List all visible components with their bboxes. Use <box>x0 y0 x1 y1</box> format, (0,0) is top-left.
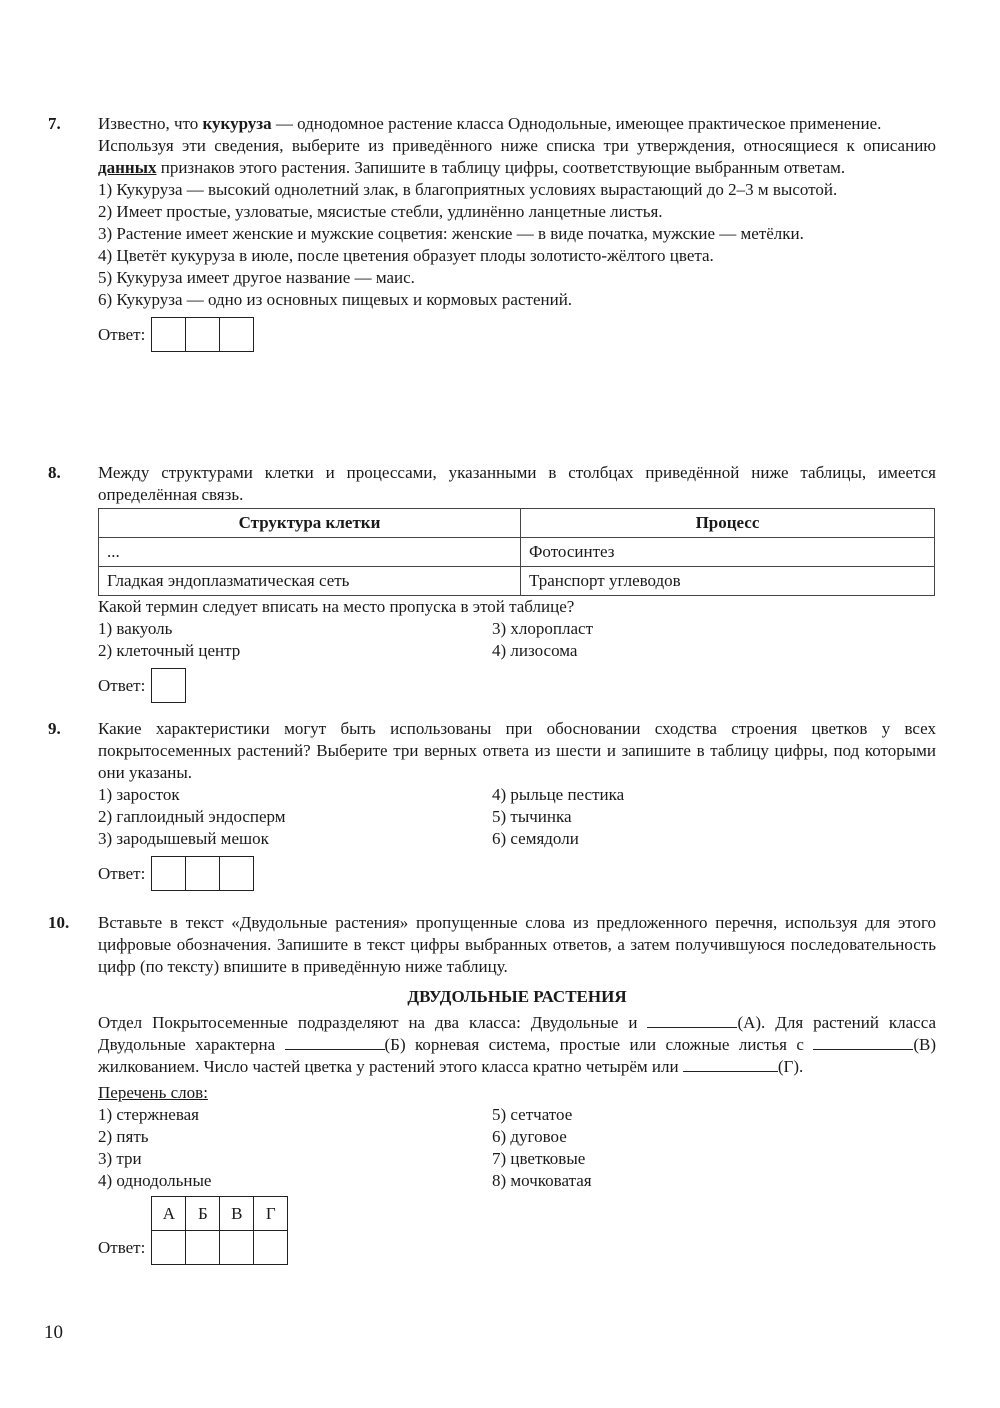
task-intro: Вставьте в текст «Двудольные растения» пропущенные слова из предложенного перечня, используя для этого цифровые обозначения. Запишите в текст цифры выбранных ответов, а затем получившуюся последовательность цифр (по тексту) впишите в приведённую ниже таблицу. <box>98 913 936 976</box>
answer-cell[interactable] <box>152 669 185 702</box>
answer-cell[interactable] <box>254 1231 288 1265</box>
answer-row <box>98 856 936 891</box>
answer-cell[interactable] <box>152 857 185 890</box>
option-item: 2) клеточный центр <box>98 641 241 660</box>
word-item: 7) цветковые <box>492 1149 586 1168</box>
gap-g-blank[interactable] <box>683 1057 778 1072</box>
word-item: 2) пять <box>98 1127 149 1146</box>
task-8 <box>48 462 936 703</box>
answer-cell[interactable] <box>185 857 219 890</box>
answer-header: Б <box>186 1197 220 1231</box>
task-number: 8. <box>48 463 61 482</box>
task-7 <box>48 113 936 352</box>
option-item: 5) Кукуруза имеет другое название — маис. <box>98 268 415 287</box>
table-row <box>99 567 935 596</box>
text-title: ДВУДОЛЬНЫЕ РАСТЕНИЯ <box>407 987 627 1006</box>
option-item: 6) Кукуруза — одно из основных пищевых и кормовых растений. <box>98 290 573 309</box>
task-10 <box>48 912 936 1265</box>
word-list <box>98 1104 936 1192</box>
answer-table <box>151 1196 288 1265</box>
answer-header: А <box>152 1197 186 1231</box>
table-row <box>99 538 935 567</box>
word-item: 8) мочковатая <box>492 1171 592 1190</box>
options-list <box>98 179 936 311</box>
option-item: 3) хлоропласт <box>492 619 593 638</box>
option-item: 1) Кукуруза — высокий однолетний злак, в благоприятных условиях вырастающий до 2–3 м высотой. <box>98 180 838 199</box>
task-number: 10. <box>48 913 70 932</box>
gap-a-blank[interactable] <box>647 1013 737 1028</box>
answer-row <box>98 317 936 352</box>
task-number: 7. <box>48 114 61 133</box>
answer-cell[interactable] <box>186 1231 220 1265</box>
option-item: 2) гаплоидный эндосперм <box>98 807 286 826</box>
task-intro: Известно, что кукуруза — однодомное растение класса Однодольные, имеющее практическое применение. <box>98 114 882 133</box>
answer-cells <box>151 317 254 352</box>
answer-row <box>98 668 936 703</box>
answer-cells <box>151 856 254 891</box>
answer-label: Ответ: <box>98 324 146 344</box>
task-number: 9. <box>48 719 61 738</box>
word-item: 5) сетчатое <box>492 1105 573 1124</box>
word-item: 1) стержневая <box>98 1105 199 1124</box>
option-item: 6) семядоли <box>492 829 579 848</box>
gap-text: Отдел Покрытосеменные подразделяют на два класса: Двудольные и (А). Для растений класса Двудольные характерна (Б) корневая система, простые или сложные листья с (В) жилкованием. Число частей цветка у растений этого класса кратно четырём или (Г). <box>98 1013 937 1076</box>
answer-cell[interactable] <box>152 318 185 351</box>
option-item: 3) зародышевый мешок <box>98 829 269 848</box>
answer-header: В <box>220 1197 254 1231</box>
answer-cell[interactable] <box>219 318 253 351</box>
gap-v-blank[interactable] <box>813 1035 913 1050</box>
answer-label: Ответ: <box>98 1237 146 1257</box>
task-intro: Какие характеристики могут быть использованы при обосновании сходства строения цветков у всех покрытосеменных растений? Выберите три верных ответа из шести и запишите в таблицу цифры, под которыми они указаны. <box>98 719 936 782</box>
table-cell: Гладкая эндоплазматическая сеть <box>99 567 521 596</box>
option-item: 4) рыльце пестика <box>492 785 625 804</box>
answer-cell[interactable] <box>219 857 253 890</box>
task-question: Какой термин следует вписать на место пропуска в этой таблице? <box>98 597 575 616</box>
task-intro: Между структурами клетки и процессами, указанными в столбцах приведённой ниже таблицы, имеется определённая связь. <box>98 463 936 504</box>
option-item: 1) вакуоль <box>98 619 173 638</box>
table-cell: Фотосинтез <box>521 538 935 567</box>
option-item: 3) Растение имеет женские и мужские соцветия: женские — в виде початка, мужские — метёлки. <box>98 224 804 243</box>
answer-cells <box>151 668 186 703</box>
structure-process-table <box>98 508 935 596</box>
option-item: 1) заросток <box>98 785 180 804</box>
gap-b-blank[interactable] <box>285 1035 385 1050</box>
options-grid <box>98 784 936 850</box>
page-number: 10 <box>44 1322 63 1343</box>
word-item: 4) однодольные <box>98 1171 212 1190</box>
word-list-label: Перечень слов: <box>98 1083 208 1102</box>
answer-label: Ответ: <box>98 863 146 883</box>
task-9 <box>48 718 936 891</box>
answer-label: Ответ: <box>98 675 146 695</box>
option-item: 4) лизосома <box>492 641 578 660</box>
table-header: Структура клетки <box>99 509 521 538</box>
word-item: 6) дуговое <box>492 1127 567 1146</box>
answer-row <box>98 1196 936 1265</box>
option-item: 5) тычинка <box>492 807 572 826</box>
table-cell: ... <box>99 538 521 567</box>
answer-header: Г <box>254 1197 288 1231</box>
option-item: 4) Цветёт кукуруза в июле, после цветения образует плоды золотисто-жёлтого цвета. <box>98 246 714 265</box>
word-item: 3) три <box>98 1149 142 1168</box>
answer-cell[interactable] <box>152 1231 186 1265</box>
answer-cell[interactable] <box>220 1231 254 1265</box>
table-cell: Транспорт углеводов <box>521 567 935 596</box>
underlined-term: данных <box>98 158 157 177</box>
task-instruction: Используя эти сведения, выберите из приведённого ниже списка три утверждения, относящиеся к описанию данных признаков этого растения. Запишите в таблицу цифры, соответствующие выбранным ответам. <box>98 136 936 177</box>
answer-cell[interactable] <box>185 318 219 351</box>
option-item: 2) Имеет простые, узловатые, мясистые стебли, удлинённо ланцетные листья. <box>98 202 663 221</box>
bold-term: кукуруза <box>202 114 272 133</box>
table-header: Процесс <box>521 509 935 538</box>
options-grid <box>98 618 936 662</box>
